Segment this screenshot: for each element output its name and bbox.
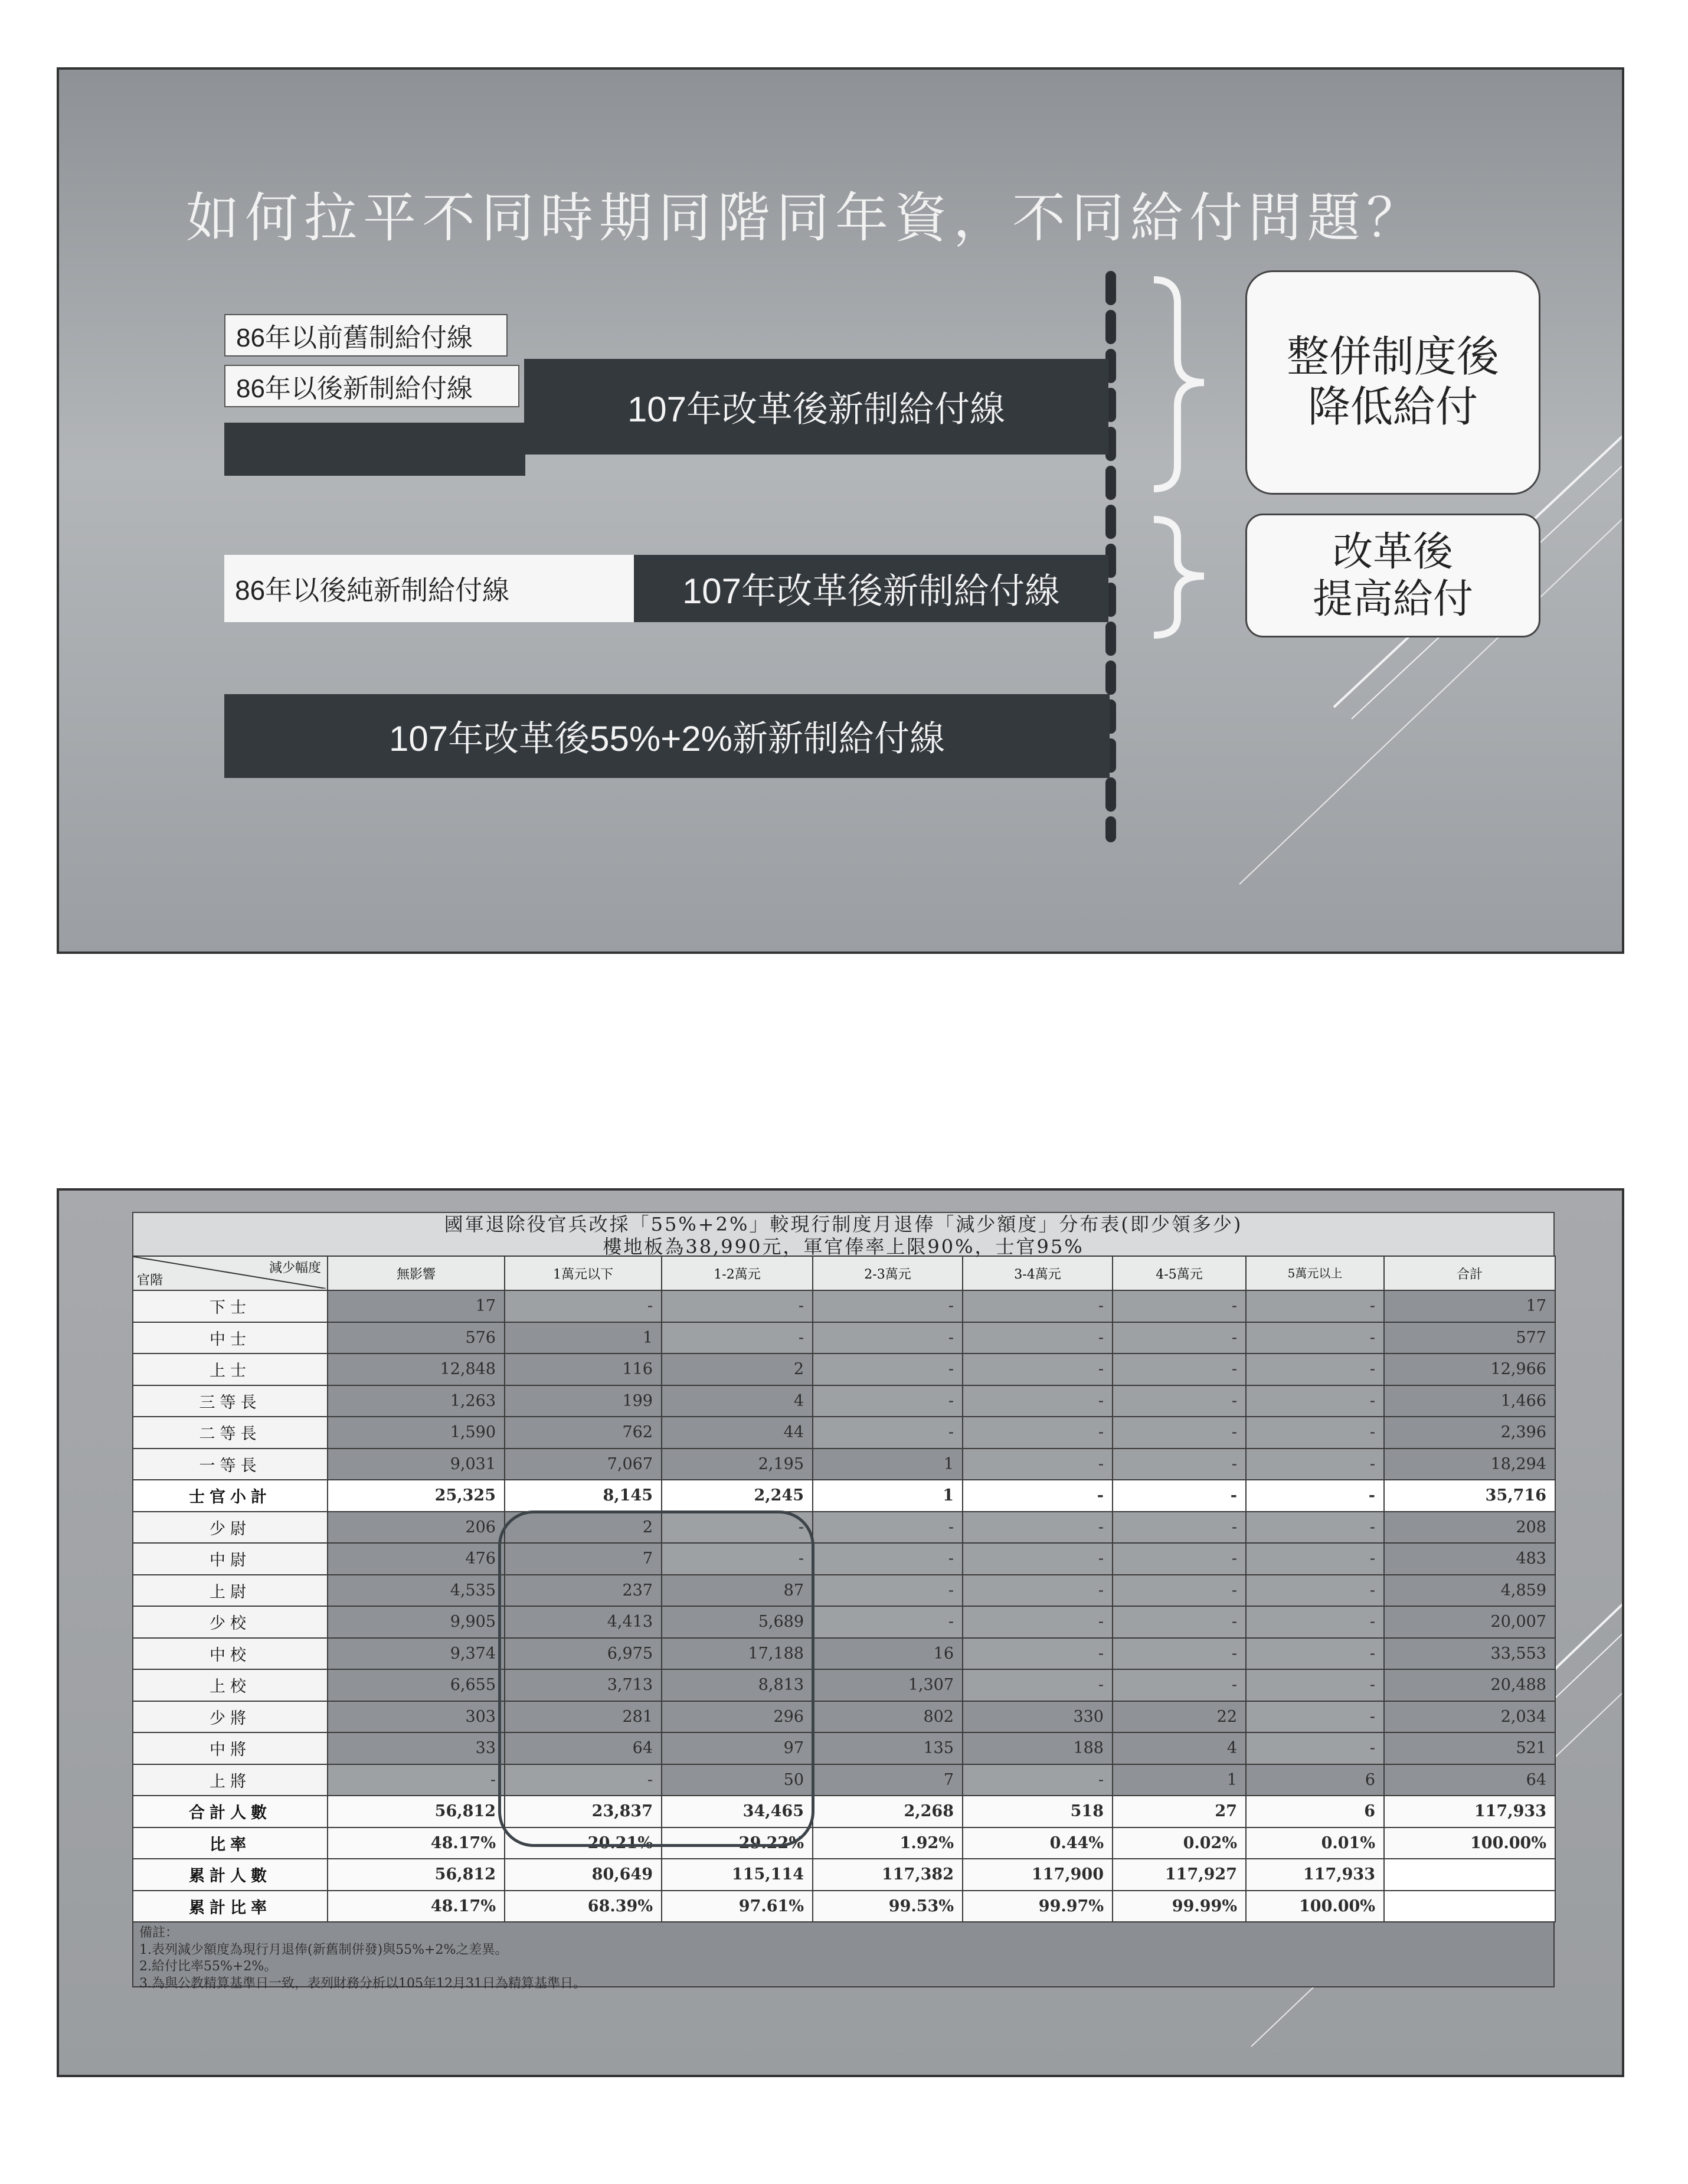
value-cell: 56,812 [328, 1796, 505, 1827]
value-cell: 1,263 [328, 1385, 505, 1417]
value-cell: 2,034 [1384, 1701, 1555, 1733]
value-cell: 33 [328, 1732, 505, 1764]
table-row [133, 1606, 1555, 1638]
value-cell: 64 [505, 1732, 662, 1764]
value-cell: - [1246, 1417, 1384, 1449]
rank-cell: 比率 [133, 1827, 328, 1859]
value-cell: 237 [505, 1575, 662, 1607]
value-cell: 0.02% [1113, 1827, 1246, 1859]
value-cell: 6 [1246, 1796, 1384, 1827]
value-cell: 56,812 [328, 1859, 505, 1891]
value-cell: - [813, 1512, 963, 1544]
rank-cell: 累計人數 [133, 1859, 328, 1891]
note-2: 2.給付比率55%+2%。 [139, 1959, 277, 1974]
value-cell: 1.92% [813, 1827, 963, 1859]
rank-cell: 累計比率 [133, 1891, 328, 1923]
result-increase-line2: 提高給付 [1312, 577, 1473, 622]
value-cell: 577 [1384, 1322, 1555, 1354]
value-cell: - [963, 1669, 1113, 1701]
value-cell: 521 [1384, 1732, 1555, 1764]
value-cell: 23,837 [505, 1796, 662, 1827]
value-cell: - [1246, 1512, 1384, 1544]
table-title-line2: 樓地板為38,990元，軍官俸率上限90%，士官95% [603, 1235, 1084, 1258]
value-cell: 99.97% [963, 1891, 1113, 1923]
value-cell: 99.99% [1113, 1891, 1246, 1923]
rank-cell: 上士 [133, 1353, 328, 1385]
value-cell: 1,307 [813, 1669, 963, 1701]
table-row [133, 1543, 1555, 1575]
value-cell: - [1246, 1732, 1384, 1764]
bar-reform-new-line-1: 107年改革後新制給付線 [524, 359, 1108, 455]
value-cell: 44 [662, 1417, 813, 1449]
slide-payment-lines [57, 67, 1624, 954]
value-cell: - [963, 1322, 1113, 1354]
value-cell: 199 [505, 1385, 662, 1417]
value-cell: 188 [963, 1732, 1113, 1764]
value-cell: 2,245 [662, 1480, 813, 1512]
value-cell: 12,966 [1384, 1353, 1555, 1385]
table-row [133, 1732, 1555, 1764]
rank-cell: 中校 [133, 1638, 328, 1670]
note-heading: 備註： [139, 1925, 179, 1940]
value-cell: 2 [662, 1353, 813, 1385]
rank-cell: 二等長 [133, 1417, 328, 1449]
result-box-increase [1245, 514, 1540, 637]
value-cell: 9,905 [328, 1606, 505, 1638]
rank-cell: 士官小計 [133, 1480, 328, 1512]
slide-title: 如何拉平不同時期同階同年資，不同給付問題？ [186, 187, 1425, 249]
value-cell: 8,145 [505, 1480, 662, 1512]
value-cell [1384, 1859, 1555, 1891]
value-cell: 1 [813, 1449, 963, 1480]
table-row [133, 1764, 1555, 1796]
value-cell: 48.17% [328, 1827, 505, 1859]
value-cell: 2,195 [662, 1449, 813, 1480]
value-cell: 117,927 [1113, 1859, 1246, 1891]
table-row [133, 1449, 1555, 1480]
col-header-20k-30k: 2-3萬元 [813, 1256, 963, 1290]
value-cell: 4 [1113, 1732, 1246, 1764]
table-row [133, 1385, 1555, 1417]
value-cell: 3,713 [505, 1669, 662, 1701]
value-cell: 4,535 [328, 1575, 505, 1607]
value-cell: 483 [1384, 1543, 1555, 1575]
header-diag-bottom: 官階 [137, 1273, 163, 1288]
value-cell: - [963, 1353, 1113, 1385]
value-cell: 117,382 [813, 1859, 963, 1891]
value-cell: - [963, 1290, 1113, 1322]
value-cell: - [662, 1543, 813, 1575]
value-cell: - [813, 1575, 963, 1607]
value-cell: 97.61% [662, 1891, 813, 1923]
value-cell: 6 [1246, 1764, 1384, 1796]
value-cell: - [505, 1290, 662, 1322]
value-cell: 29.22% [662, 1827, 813, 1859]
value-cell: 5,689 [662, 1606, 813, 1638]
value-cell: - [1246, 1543, 1384, 1575]
rank-cell: 中士 [133, 1322, 328, 1354]
note-3: 3.為與公教精算基準日一致，表列財務分析以105年12月31日為精算基準日。 [139, 1976, 586, 1991]
value-cell: 35,716 [1384, 1480, 1555, 1512]
value-cell: 6,655 [328, 1669, 505, 1701]
value-cell: 117,933 [1384, 1796, 1555, 1827]
table-title-line1: 國軍退除役官兵改採「55%+2%」較現行制度月退俸「減少額度」分布表(即少領多少) [444, 1213, 1243, 1235]
bar-extension [224, 423, 525, 476]
value-cell: - [1246, 1322, 1384, 1354]
value-cell: - [1113, 1480, 1246, 1512]
value-cell: 7 [813, 1764, 963, 1796]
value-cell: - [328, 1764, 505, 1796]
col-header-over-50k: 5萬元以上 [1246, 1256, 1384, 1290]
bar-reform-55-2-line: 107年改革後55%+2%新新制給付線 [224, 694, 1110, 778]
value-cell: 303 [328, 1701, 505, 1733]
table-row [133, 1669, 1555, 1701]
value-cell: 281 [505, 1701, 662, 1733]
table-notes [132, 1923, 1555, 1991]
value-cell: 4 [662, 1385, 813, 1417]
value-cell: 2,268 [813, 1796, 963, 1827]
brace-upper [1154, 280, 1204, 489]
table-row [133, 1859, 1555, 1891]
value-cell: - [963, 1512, 1113, 1544]
value-cell: - [813, 1322, 963, 1354]
value-cell: 296 [662, 1701, 813, 1733]
rank-cell: 少將 [133, 1701, 328, 1733]
value-cell: - [963, 1385, 1113, 1417]
value-cell: - [963, 1575, 1113, 1607]
result-decrease-line1: 整併制度後 [1286, 334, 1499, 381]
rank-cell: 下士 [133, 1290, 328, 1322]
value-cell: - [813, 1385, 963, 1417]
value-cell: 1,590 [328, 1417, 505, 1449]
value-cell: 117,900 [963, 1859, 1113, 1891]
value-cell: - [1246, 1449, 1384, 1480]
brace-lower [1154, 519, 1204, 635]
value-cell: 0.01% [1246, 1827, 1384, 1859]
col-header-10k-20k: 1-2萬元 [662, 1256, 813, 1290]
value-cell: 7,067 [505, 1449, 662, 1480]
value-cell: - [963, 1449, 1113, 1480]
value-cell: 117,933 [1246, 1859, 1384, 1891]
bar-reform-new-line-2: 107年改革後新制給付線 [634, 555, 1108, 622]
value-cell: 115,114 [662, 1859, 813, 1891]
value-cell: - [963, 1543, 1113, 1575]
value-cell: 20,488 [1384, 1669, 1555, 1701]
value-cell: 576 [328, 1322, 505, 1354]
value-cell: 97 [662, 1732, 813, 1764]
value-cell: - [662, 1512, 813, 1544]
value-cell: 206 [328, 1512, 505, 1544]
value-cell: - [1113, 1638, 1246, 1670]
table-row [133, 1701, 1555, 1733]
value-cell: 1,466 [1384, 1385, 1555, 1417]
value-cell: - [963, 1480, 1113, 1512]
value-cell: 17 [328, 1290, 505, 1322]
value-cell: 17 [1384, 1290, 1555, 1322]
value-cell: - [505, 1764, 662, 1796]
value-cell: 518 [963, 1796, 1113, 1827]
table-row [133, 1512, 1555, 1544]
rank-cell: 上將 [133, 1764, 328, 1796]
value-cell: - [1113, 1575, 1246, 1607]
value-cell: - [662, 1322, 813, 1354]
value-cell: 33,553 [1384, 1638, 1555, 1670]
value-cell: - [1246, 1638, 1384, 1670]
value-cell: - [963, 1417, 1113, 1449]
result-increase-line1: 改革後 [1332, 529, 1453, 574]
value-cell: 100.00% [1384, 1827, 1555, 1859]
value-cell: 1 [813, 1480, 963, 1512]
value-cell: - [813, 1606, 963, 1638]
value-cell: - [1246, 1385, 1384, 1417]
value-cell: - [1113, 1512, 1246, 1544]
table-row [133, 1290, 1555, 1322]
label-pure-new-system-line: 86年以後純新制給付線 [224, 555, 634, 622]
value-cell: 9,374 [328, 1638, 505, 1670]
rank-cell: 合計人數 [133, 1796, 328, 1827]
rank-cell: 三等長 [133, 1385, 328, 1417]
value-cell: 50 [662, 1764, 813, 1796]
value-cell: 16 [813, 1638, 963, 1670]
value-cell: - [662, 1290, 813, 1322]
rank-cell: 一等長 [133, 1449, 328, 1480]
value-cell: - [1113, 1322, 1246, 1354]
table-body [133, 1290, 1555, 1922]
value-cell: 2 [505, 1512, 662, 1544]
value-cell: 762 [505, 1417, 662, 1449]
table-header-row [133, 1256, 1555, 1290]
value-cell: 330 [963, 1701, 1113, 1733]
value-cell: 9,031 [328, 1449, 505, 1480]
value-cell: 34,465 [662, 1796, 813, 1827]
value-cell: - [1246, 1701, 1384, 1733]
value-cell: 48.17% [328, 1891, 505, 1923]
value-cell: 1 [505, 1322, 662, 1354]
value-cell [1384, 1891, 1555, 1923]
value-cell: 2,396 [1384, 1417, 1555, 1449]
value-cell: - [963, 1606, 1113, 1638]
rank-cell: 中尉 [133, 1543, 328, 1575]
value-cell: - [1246, 1606, 1384, 1638]
highlight-frame [498, 1511, 814, 1847]
value-cell: - [1246, 1480, 1384, 1512]
table-row [133, 1322, 1555, 1354]
value-cell: 20,007 [1384, 1606, 1555, 1638]
value-cell: - [813, 1290, 963, 1322]
value-cell: - [813, 1417, 963, 1449]
header-diagonal-cell [133, 1256, 328, 1290]
value-cell: 100.00% [1246, 1891, 1384, 1923]
value-cell: 17,188 [662, 1638, 813, 1670]
value-cell: - [963, 1638, 1113, 1670]
value-cell: - [1113, 1543, 1246, 1575]
rank-cell: 上校 [133, 1669, 328, 1701]
value-cell: - [1113, 1606, 1246, 1638]
col-header-under-10k: 1萬元以下 [505, 1256, 662, 1290]
value-cell: 80,649 [505, 1859, 662, 1891]
value-cell: - [1246, 1353, 1384, 1385]
value-cell: 12,848 [328, 1353, 505, 1385]
value-cell: 27 [1113, 1796, 1246, 1827]
value-cell: - [1246, 1290, 1384, 1322]
value-cell: - [1246, 1575, 1384, 1607]
table-container [132, 1212, 1555, 1991]
value-cell: 802 [813, 1701, 963, 1733]
rank-cell: 上尉 [133, 1575, 328, 1607]
value-cell: - [1246, 1669, 1384, 1701]
rank-cell: 少校 [133, 1606, 328, 1638]
value-cell: - [1113, 1385, 1246, 1417]
label-old-system-line: 86年以前舊制給付線 [224, 314, 508, 357]
value-cell: 64 [1384, 1764, 1555, 1796]
table-row [133, 1827, 1555, 1859]
header-diag-top: 減少幅度 [269, 1261, 321, 1276]
value-cell: - [813, 1353, 963, 1385]
value-cell: - [963, 1764, 1113, 1796]
value-cell: 8,813 [662, 1669, 813, 1701]
slide-reduction-table [57, 1188, 1624, 2077]
value-cell: 4,413 [505, 1606, 662, 1638]
col-header-no-impact: 無影響 [328, 1256, 505, 1290]
table-row [133, 1480, 1555, 1512]
value-cell: 116 [505, 1353, 662, 1385]
table-title [132, 1212, 1555, 1256]
rank-cell: 中將 [133, 1732, 328, 1764]
result-box-decrease [1245, 270, 1540, 495]
value-cell: - [1113, 1290, 1246, 1322]
note-1: 1.表列減少額度為現行月退俸(新舊制併發)與55%+2%之差異。 [139, 1942, 508, 1957]
value-cell: 6,975 [505, 1638, 662, 1670]
table-row [133, 1796, 1555, 1827]
value-cell: - [1113, 1669, 1246, 1701]
rank-cell: 少尉 [133, 1512, 328, 1544]
table-row [133, 1575, 1555, 1607]
col-header-total: 合計 [1384, 1256, 1555, 1290]
value-cell: 25,325 [328, 1480, 505, 1512]
value-cell: 1 [1113, 1764, 1246, 1796]
table-row [133, 1891, 1555, 1923]
value-cell: 4,859 [1384, 1575, 1555, 1607]
value-cell: 87 [662, 1575, 813, 1607]
value-cell: - [1113, 1417, 1246, 1449]
value-cell: 18,294 [1384, 1449, 1555, 1480]
value-cell: 99.53% [813, 1891, 963, 1923]
table-row [133, 1353, 1555, 1385]
value-cell: 208 [1384, 1512, 1555, 1544]
reduction-distribution-table [132, 1256, 1556, 1923]
label-new-system-line: 86年以後新制給付線 [224, 365, 519, 407]
table-row [133, 1417, 1555, 1449]
value-cell: - [1113, 1449, 1246, 1480]
col-header-30k-40k: 3-4萬元 [963, 1256, 1113, 1290]
result-decrease-line2: 降低給付 [1307, 384, 1478, 431]
value-cell: 0.44% [963, 1827, 1113, 1859]
value-cell: 135 [813, 1732, 963, 1764]
value-cell: - [1113, 1353, 1246, 1385]
col-header-40k-50k: 4-5萬元 [1113, 1256, 1246, 1290]
value-cell: 68.39% [505, 1891, 662, 1923]
table-row [133, 1638, 1555, 1670]
value-cell: 476 [328, 1543, 505, 1575]
value-cell: 22 [1113, 1701, 1246, 1733]
value-cell: - [813, 1543, 963, 1575]
value-cell: 20.21% [505, 1827, 662, 1859]
value-cell: 7 [505, 1543, 662, 1575]
